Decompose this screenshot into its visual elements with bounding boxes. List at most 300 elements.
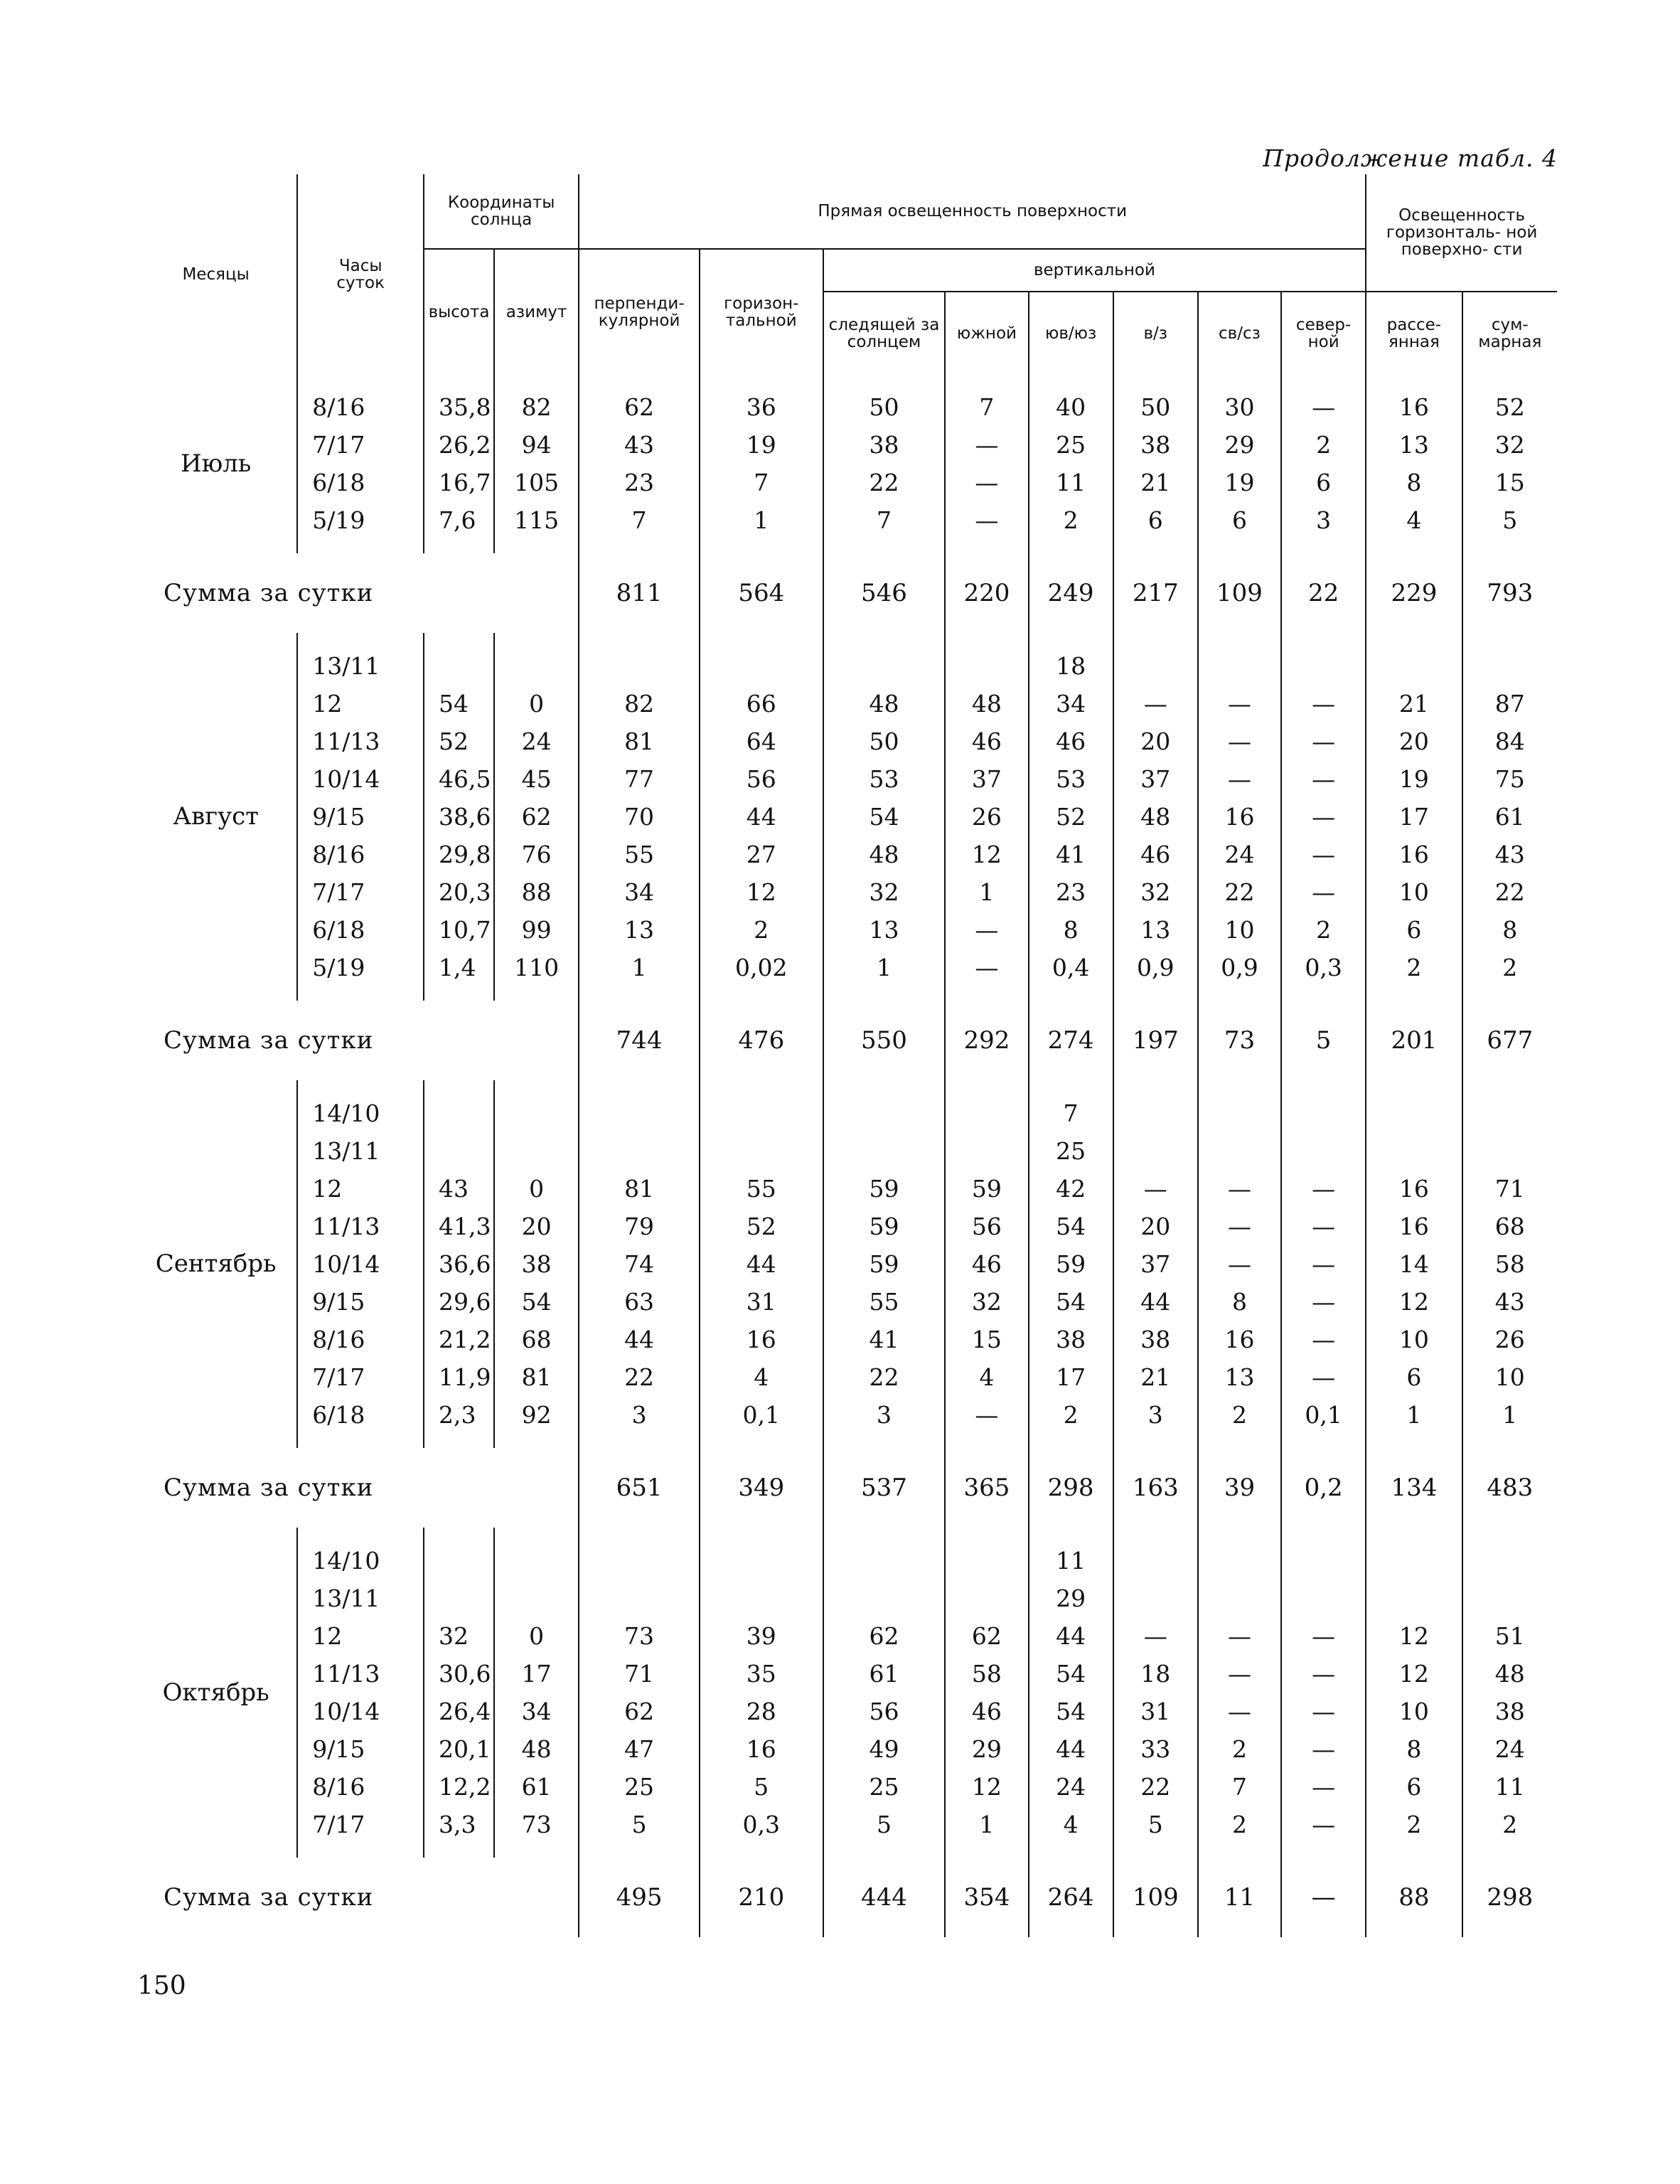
table-cell: — — [945, 501, 1028, 539]
daily-sum-row — [135, 1001, 1557, 1080]
table-cell — [1113, 1580, 1198, 1617]
table-cell: 7 — [700, 464, 823, 501]
table-row — [135, 1617, 1557, 1655]
table-cell: — — [945, 426, 1028, 464]
table-row — [135, 911, 1557, 949]
table-cell — [1113, 1542, 1198, 1580]
table-row — [135, 464, 1557, 501]
table-cell — [823, 647, 946, 685]
table-cell: 38,6 — [424, 798, 494, 836]
table-cell: 0 — [494, 1170, 579, 1208]
table-cell: 1,4 — [424, 949, 494, 986]
table-cell: 48 — [945, 685, 1028, 723]
table-cell: 8/16 — [297, 1321, 424, 1358]
table-cell — [1113, 1132, 1198, 1170]
table-cell: 48 — [1113, 798, 1198, 836]
table-cell: 0,9 — [1113, 949, 1198, 986]
daily-sum-cell: 201 — [1366, 1001, 1462, 1080]
daily-sum-cell: 0,2 — [1281, 1448, 1366, 1528]
table-row — [135, 1768, 1557, 1806]
table-cell: 63 — [579, 1283, 700, 1321]
table-row — [135, 1132, 1557, 1170]
table-cell: 76 — [494, 836, 579, 873]
table-cell — [1462, 1580, 1557, 1617]
daily-sum-cell: 483 — [1462, 1448, 1557, 1528]
table-cell: — — [1281, 1730, 1366, 1768]
table-cell: 4 — [1029, 1806, 1113, 1843]
table-cell: 29,8 — [424, 836, 494, 873]
table-cell: — — [1198, 1617, 1281, 1655]
col-total: сум- марная — [1462, 292, 1557, 374]
daily-sum-cell: 197 — [1113, 1001, 1198, 1080]
table-cell: 35,8 — [424, 388, 494, 426]
table-cell: 22 — [1462, 873, 1557, 911]
table-cell: — — [1281, 1208, 1366, 1245]
table-cell: 77 — [579, 760, 700, 798]
table-cell: 29 — [945, 1730, 1028, 1768]
table-cell — [494, 1094, 579, 1132]
table-cell: — — [1198, 723, 1281, 760]
daily-sum-cell: 264 — [1029, 1858, 1113, 1937]
table-cell — [1113, 647, 1198, 685]
table-cell — [1198, 1132, 1281, 1170]
table-row — [135, 760, 1557, 798]
daily-sum-cell: 229 — [1366, 553, 1462, 633]
table-cell: 1 — [1462, 1396, 1557, 1434]
table-cell: 21 — [1366, 685, 1462, 723]
table-cell: 23 — [1029, 873, 1113, 911]
table-cell: 6/18 — [297, 464, 424, 501]
table-body — [135, 374, 1557, 1937]
table-cell: 50 — [823, 388, 946, 426]
table-cell: 0,02 — [700, 949, 823, 986]
table-cell: 25 — [823, 1768, 946, 1806]
table-row — [135, 1693, 1557, 1730]
table-row — [135, 501, 1557, 539]
table-cell: 38 — [494, 1245, 579, 1283]
table-cell: — — [1281, 1806, 1366, 1843]
col-direct-illumination: Прямая освещенность поверхности — [579, 174, 1366, 249]
table-cell: 1 — [823, 949, 946, 986]
table-cell: 1 — [945, 1806, 1028, 1843]
table-cell: 25 — [1029, 1132, 1113, 1170]
daily-sum-cell: 73 — [1198, 1001, 1281, 1080]
table-cell: 62 — [494, 798, 579, 836]
table-cell: — — [1281, 1617, 1366, 1655]
table-cell: 16 — [1366, 388, 1462, 426]
table-cell: 41 — [1029, 836, 1113, 873]
table-cell: 59 — [823, 1245, 946, 1283]
table-cell: — — [1113, 1617, 1198, 1655]
table-cell: 12 — [945, 1768, 1028, 1806]
table-cell: 5 — [700, 1768, 823, 1806]
daily-sum-row — [135, 553, 1557, 633]
table-cell: 10/14 — [297, 1245, 424, 1283]
table-cell: 5 — [1113, 1806, 1198, 1843]
table-cell: 22 — [1198, 873, 1281, 911]
table-cell: 79 — [579, 1208, 700, 1245]
table-cell: 37 — [1113, 1245, 1198, 1283]
daily-sum-cell: 811 — [579, 553, 700, 633]
table-cell — [1198, 1094, 1281, 1132]
table-cell: 59 — [1029, 1245, 1113, 1283]
table-cell: 25 — [579, 1768, 700, 1806]
table-cell — [1281, 1542, 1366, 1580]
daily-sum-cell: 444 — [823, 1858, 946, 1937]
table-cell: 50 — [823, 723, 946, 760]
table-cell: 54 — [1029, 1693, 1113, 1730]
table-cell: 13/11 — [297, 1132, 424, 1170]
table-cell: 38 — [1113, 426, 1198, 464]
table-cell: 10/14 — [297, 1693, 424, 1730]
table-cell: 56 — [823, 1693, 946, 1730]
col-e-w: в/з — [1113, 292, 1198, 374]
table-row — [135, 1208, 1557, 1245]
table-cell — [424, 647, 494, 685]
table-cell: 23 — [579, 464, 700, 501]
table-cell: 0,3 — [700, 1806, 823, 1843]
table-cell: 50 — [1113, 388, 1198, 426]
table-cell: 61 — [494, 1768, 579, 1806]
daily-sum-cell: 292 — [945, 1001, 1028, 1080]
col-hours: Часы суток — [297, 174, 424, 374]
table-cell: 62 — [823, 1617, 946, 1655]
table-cell: 41 — [823, 1321, 946, 1358]
table-cell: 36 — [700, 388, 823, 426]
table-cell: 48 — [823, 685, 946, 723]
table-cell: 54 — [1029, 1208, 1113, 1245]
table-cell: 6 — [1113, 501, 1198, 539]
table-cell: 12 — [945, 836, 1028, 873]
table-cell: 18 — [1029, 647, 1113, 685]
daily-sum-cell: 109 — [1198, 553, 1281, 633]
table-cell: 33 — [1113, 1730, 1198, 1768]
table-cell: — — [945, 1396, 1028, 1434]
table-cell: 1 — [1366, 1396, 1462, 1434]
table-cell: 29,6 — [424, 1283, 494, 1321]
table-cell: 115 — [494, 501, 579, 539]
table-cell: 4 — [945, 1358, 1028, 1396]
table-cell: 44 — [1029, 1730, 1113, 1768]
table-cell: 25 — [1029, 426, 1113, 464]
table-cell — [579, 1542, 700, 1580]
table-cell — [424, 1094, 494, 1132]
table-cell: 0 — [494, 685, 579, 723]
table-cell: 8/16 — [297, 836, 424, 873]
month-label: Июль — [180, 449, 252, 478]
table-cell: 10 — [1198, 911, 1281, 949]
table-row — [135, 1358, 1557, 1396]
table-row — [135, 426, 1557, 464]
table-cell: 2,3 — [424, 1396, 494, 1434]
col-horizontal-illumination: Освещенность горизонталь- ной поверхно- сти — [1366, 174, 1557, 292]
table-cell: 68 — [494, 1321, 579, 1358]
table-cell: 46 — [945, 1693, 1028, 1730]
daily-sum-cell: 677 — [1462, 1001, 1557, 1080]
table-cell: 47 — [579, 1730, 700, 1768]
table-cell — [1462, 1542, 1557, 1580]
table-cell: 10/14 — [297, 760, 424, 798]
table-cell: 53 — [1029, 760, 1113, 798]
table-cell: 84 — [1462, 723, 1557, 760]
table-cell: 17 — [1366, 798, 1462, 836]
table-cell — [424, 1580, 494, 1617]
table-cell: 82 — [579, 685, 700, 723]
table-cell — [700, 1580, 823, 1617]
table-cell — [945, 1580, 1028, 1617]
table-cell: — — [1281, 723, 1366, 760]
table-cell: — — [1281, 1768, 1366, 1806]
table-cell: 55 — [579, 836, 700, 873]
table-cell: 22 — [1113, 1768, 1198, 1806]
table-cell: 15 — [945, 1321, 1028, 1358]
table-cell: 43 — [1462, 836, 1557, 873]
table-cell: 52 — [424, 723, 494, 760]
table-row — [135, 1806, 1557, 1843]
table-cell: 11 — [1462, 1768, 1557, 1806]
table-cell: 43 — [579, 426, 700, 464]
daily-sum-cell: 274 — [1029, 1001, 1113, 1080]
table-cell: 1 — [945, 873, 1028, 911]
table-cell: 8 — [1366, 1730, 1462, 1768]
table-cell: 34 — [494, 1693, 579, 1730]
table-cell: 3 — [823, 1396, 946, 1434]
table-cell: 11 — [1029, 1542, 1113, 1580]
table-cell: — — [1281, 1693, 1366, 1730]
table-row — [135, 1730, 1557, 1768]
table-cell: — — [1198, 1655, 1281, 1693]
table-cell: 66 — [700, 685, 823, 723]
table-cell — [1281, 1580, 1366, 1617]
table-caption: Продолжение табл. 4 — [1263, 144, 1558, 172]
table-cell — [494, 1132, 579, 1170]
table-cell: 73 — [494, 1806, 579, 1843]
table-cell: 39 — [700, 1617, 823, 1655]
table-cell: 7/17 — [297, 1806, 424, 1843]
daily-sum-cell: 550 — [823, 1001, 946, 1080]
table-cell: 105 — [494, 464, 579, 501]
table-cell: 54 — [1029, 1283, 1113, 1321]
table-cell: 7 — [945, 388, 1028, 426]
table-cell: 26 — [1462, 1321, 1557, 1358]
daily-sum-cell: 651 — [579, 1448, 700, 1528]
daily-sum-cell: 88 — [1366, 1858, 1462, 1937]
daily-sum-cell: 495 — [579, 1858, 700, 1937]
table-cell: 2 — [1029, 1396, 1113, 1434]
daily-sum-cell: — — [1281, 1858, 1366, 1937]
table-cell: 92 — [494, 1396, 579, 1434]
table-cell: — — [1281, 798, 1366, 836]
table-cell: 13 — [823, 911, 946, 949]
daily-sum-cell: 354 — [945, 1858, 1028, 1937]
table-cell — [494, 1542, 579, 1580]
table-cell: 54 — [823, 798, 946, 836]
daily-sum-label: Сумма за сутки — [164, 1474, 374, 1502]
table-cell: 46 — [945, 1245, 1028, 1283]
table-cell: 94 — [494, 426, 579, 464]
table-cell: — — [1281, 685, 1366, 723]
table-cell: 71 — [579, 1655, 700, 1693]
table-cell: 11 — [1029, 464, 1113, 501]
table-cell: 6 — [1281, 464, 1366, 501]
table-cell: 16 — [700, 1321, 823, 1358]
table-cell: — — [1281, 1655, 1366, 1693]
table-row — [135, 1396, 1557, 1434]
table-cell: 41,3 — [424, 1208, 494, 1245]
table-cell: 88 — [494, 873, 579, 911]
table-cell: 6/18 — [297, 1396, 424, 1434]
table-cell: 44 — [579, 1321, 700, 1358]
table-cell: 2 — [1198, 1396, 1281, 1434]
daily-sum-label: Сумма за сутки — [164, 579, 374, 607]
table-cell — [945, 1132, 1028, 1170]
table-cell: 53 — [823, 760, 946, 798]
daily-sum-row — [135, 1858, 1557, 1937]
table-cell: 2 — [1366, 949, 1462, 986]
table-cell: 19 — [1198, 464, 1281, 501]
table-cell: 55 — [700, 1170, 823, 1208]
table-row — [135, 723, 1557, 760]
daily-sum-cell: 249 — [1029, 553, 1113, 633]
table-cell: 10 — [1366, 873, 1462, 911]
table-cell: 22 — [823, 1358, 946, 1396]
table-cell: 8/16 — [297, 1768, 424, 1806]
table-cell: 26,2 — [424, 426, 494, 464]
daily-sum-cell: 220 — [945, 553, 1028, 633]
table-cell: 15 — [1462, 464, 1557, 501]
table-cell: — — [1113, 1170, 1198, 1208]
table-cell: 11/13 — [297, 1208, 424, 1245]
table-cell — [700, 1094, 823, 1132]
table-cell: 2 — [1462, 1806, 1557, 1843]
table-cell: 87 — [1462, 685, 1557, 723]
table-cell: 32 — [1113, 873, 1198, 911]
table-cell: 62 — [945, 1617, 1028, 1655]
table-cell: — — [1281, 873, 1366, 911]
table-cell: 81 — [494, 1358, 579, 1396]
table-cell: 1 — [700, 501, 823, 539]
table-cell: — — [1113, 685, 1198, 723]
table-cell: 12 — [1366, 1283, 1462, 1321]
table-cell: 49 — [823, 1730, 946, 1768]
table-cell: 10 — [1366, 1321, 1462, 1358]
table-cell: — — [945, 949, 1028, 986]
table-cell: 82 — [494, 388, 579, 426]
table-cell — [579, 1094, 700, 1132]
table-cell: 6 — [1366, 1358, 1462, 1396]
table-cell: 6/18 — [297, 911, 424, 949]
table-cell — [494, 1580, 579, 1617]
col-vertical: вертикальной — [823, 249, 1366, 292]
col-south: южной — [945, 292, 1028, 374]
table-cell: 16 — [1366, 1170, 1462, 1208]
daily-sum-cell: 210 — [700, 1858, 823, 1937]
table-cell — [1366, 1094, 1462, 1132]
col-north: север- ной — [1281, 292, 1366, 374]
table-cell: 21,2 — [424, 1321, 494, 1358]
table-cell: — — [1281, 1283, 1366, 1321]
col-sun-coords: Координаты солнца — [424, 174, 579, 249]
table-cell: 8 — [1029, 911, 1113, 949]
table-cell: 34 — [579, 873, 700, 911]
table-cell: 52 — [1029, 798, 1113, 836]
table-cell: 46,5 — [424, 760, 494, 798]
table-cell — [1366, 1542, 1462, 1580]
table-cell: 59 — [823, 1170, 946, 1208]
table-cell: 7 — [823, 501, 946, 539]
table-cell: 38 — [1113, 1321, 1198, 1358]
table-cell: 44 — [700, 798, 823, 836]
table-cell: — — [1198, 1170, 1281, 1208]
table-cell — [424, 1542, 494, 1580]
table-cell: 24 — [1198, 836, 1281, 873]
table-cell: 13 — [579, 911, 700, 949]
daily-sum-cell: 349 — [700, 1448, 823, 1528]
daily-sum-cell: 537 — [823, 1448, 946, 1528]
table-cell: — — [1281, 388, 1366, 426]
table-cell: 14 — [1366, 1245, 1462, 1283]
table-cell: 64 — [700, 723, 823, 760]
table-cell: — — [1198, 685, 1281, 723]
table-cell: 21 — [1113, 464, 1198, 501]
table-cell: 12 — [700, 873, 823, 911]
table-cell — [1113, 1094, 1198, 1132]
table-cell: 51 — [1462, 1617, 1557, 1655]
table-cell: 0,1 — [1281, 1396, 1366, 1434]
table-row — [135, 873, 1557, 911]
table-cell: 26 — [945, 798, 1028, 836]
table-cell: 16 — [700, 1730, 823, 1768]
table-cell: 48 — [823, 836, 946, 873]
table-cell: 3 — [1281, 501, 1366, 539]
table-cell: 44 — [1029, 1617, 1113, 1655]
table-cell: 16 — [1198, 1321, 1281, 1358]
table-cell — [1281, 647, 1366, 685]
table-cell: 30 — [1198, 388, 1281, 426]
table-cell: 29 — [1029, 1580, 1113, 1617]
daily-sum-cell: 39 — [1198, 1448, 1281, 1528]
table-cell: — — [1281, 760, 1366, 798]
table-cell: 4 — [700, 1358, 823, 1396]
table-cell: 7 — [1198, 1768, 1281, 1806]
table-cell: 56 — [945, 1208, 1028, 1245]
table-cell — [494, 647, 579, 685]
table-cell: — — [1198, 760, 1281, 798]
table-cell: 36,6 — [424, 1245, 494, 1283]
month-label: Октябрь — [162, 1678, 269, 1707]
table-cell — [579, 1580, 700, 1617]
table-cell: 9/15 — [297, 1283, 424, 1321]
table-cell: — — [945, 911, 1028, 949]
table-cell: 13/11 — [297, 647, 424, 685]
table-cell — [823, 1580, 946, 1617]
table-cell: 24 — [1029, 1768, 1113, 1806]
table-cell: 32 — [823, 873, 946, 911]
col-months: Месяцы — [182, 265, 250, 284]
table-cell: 34 — [1029, 685, 1113, 723]
table-cell: 37 — [1113, 760, 1198, 798]
table-cell: 2 — [700, 911, 823, 949]
col-horizontal: горизон- тальной — [700, 249, 823, 374]
daily-sum-cell: 217 — [1113, 553, 1198, 633]
table-cell: 1 — [579, 949, 700, 986]
table-cell: 12 — [297, 1170, 424, 1208]
col-sw-se: юв/юз — [1029, 292, 1113, 374]
table-cell: 13 — [1198, 1358, 1281, 1396]
table-cell: 31 — [1113, 1693, 1198, 1730]
table-cell: 0,3 — [1281, 949, 1366, 986]
table-row — [135, 1321, 1557, 1358]
